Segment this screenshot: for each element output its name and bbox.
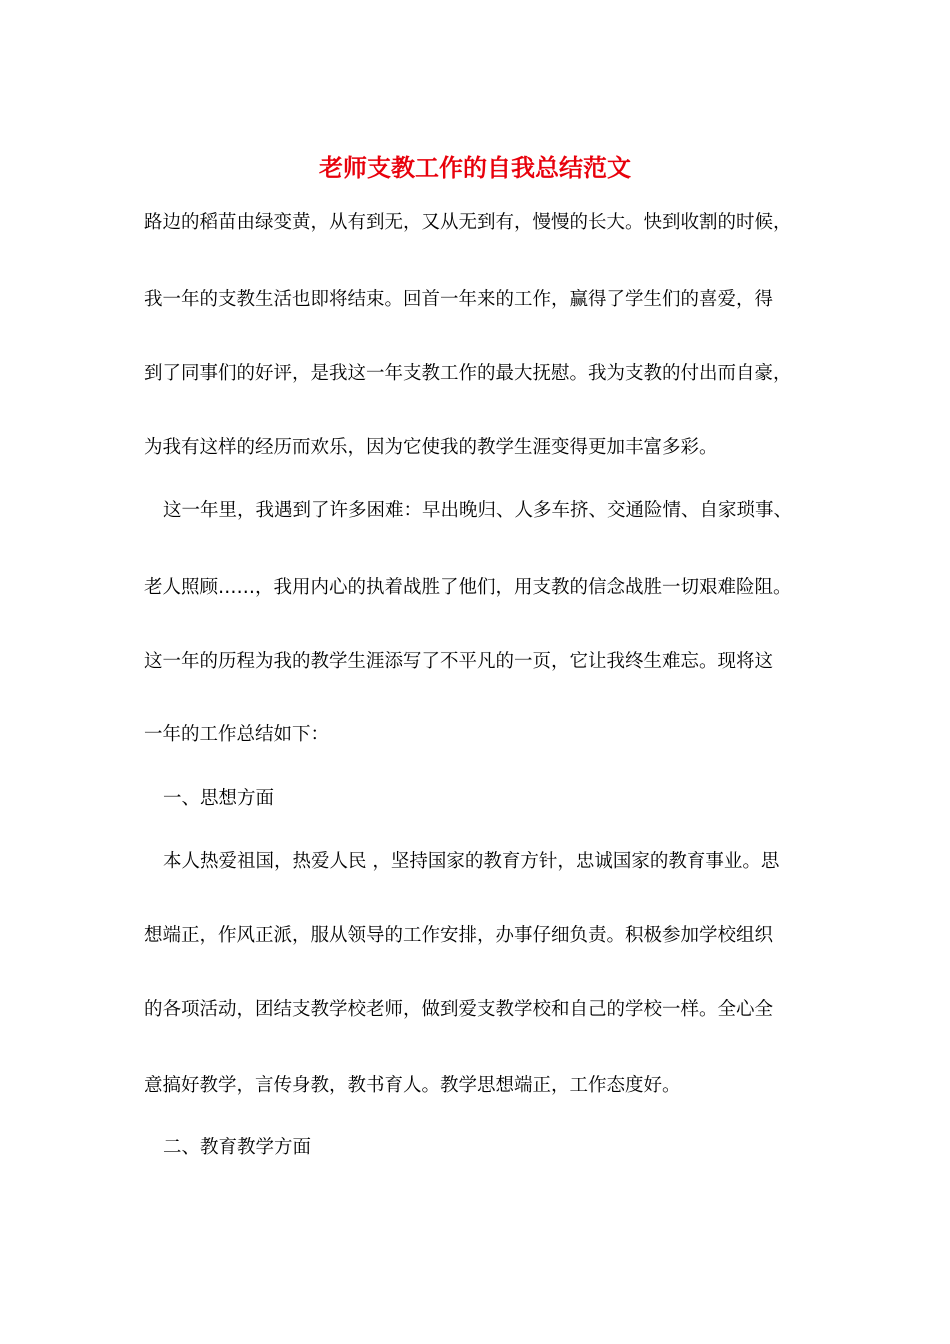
body-line: 到了同事们的好评，是我这一年支教工作的最大抚慰。我为支教的付出而自豪， <box>144 363 792 384</box>
body-line: 老人照顾……，我用内心的执着战胜了他们，用支教的信念战胜一切艰难险阻。 <box>144 577 792 598</box>
body-line: 的各项活动，团结支教学校老师，做到爱支教学校和自己的学校一样。全心全 <box>144 999 774 1020</box>
body-line: 一年的工作总结如下： <box>144 724 330 745</box>
body-line: 这一年的历程为我的教学生涯添写了不平凡的一页，它让我终生难忘。现将这 <box>144 651 774 672</box>
body-line: 这一年里，我遇到了许多困难：早出晚归、人多车挤、交通险情、自家琐事、 <box>163 500 793 521</box>
document-title: 老师支教工作的自我总结范文 <box>319 153 631 182</box>
body-line: 我一年的支教生活也即将结束。回首一年来的工作，赢得了学生们的喜爱，得 <box>144 289 774 310</box>
body-line: 本人热爱祖国，热爱人民 ，坚持国家的教育方针，忠诚国家的教育事业。思 <box>163 851 780 872</box>
section-heading: 一、思想方面 <box>163 788 275 809</box>
body-line: 为我有这样的经历而欢乐，因为它使我的教学生涯变得更加丰富多彩。 <box>144 437 718 458</box>
body-line: 意搞好教学，言传身教，教书育人。教学思想端正，工作态度好。 <box>144 1075 681 1096</box>
body-line: 想端正，作风正派，服从领导的工作安排，办事仔细负责。积极参加学校组织 <box>144 925 774 946</box>
body-line: 路边的稻苗由绿变黄，从有到无，又从无到有，慢慢的长大。快到收割的时候， <box>144 212 792 233</box>
section-heading: 二、教育教学方面 <box>163 1137 312 1158</box>
